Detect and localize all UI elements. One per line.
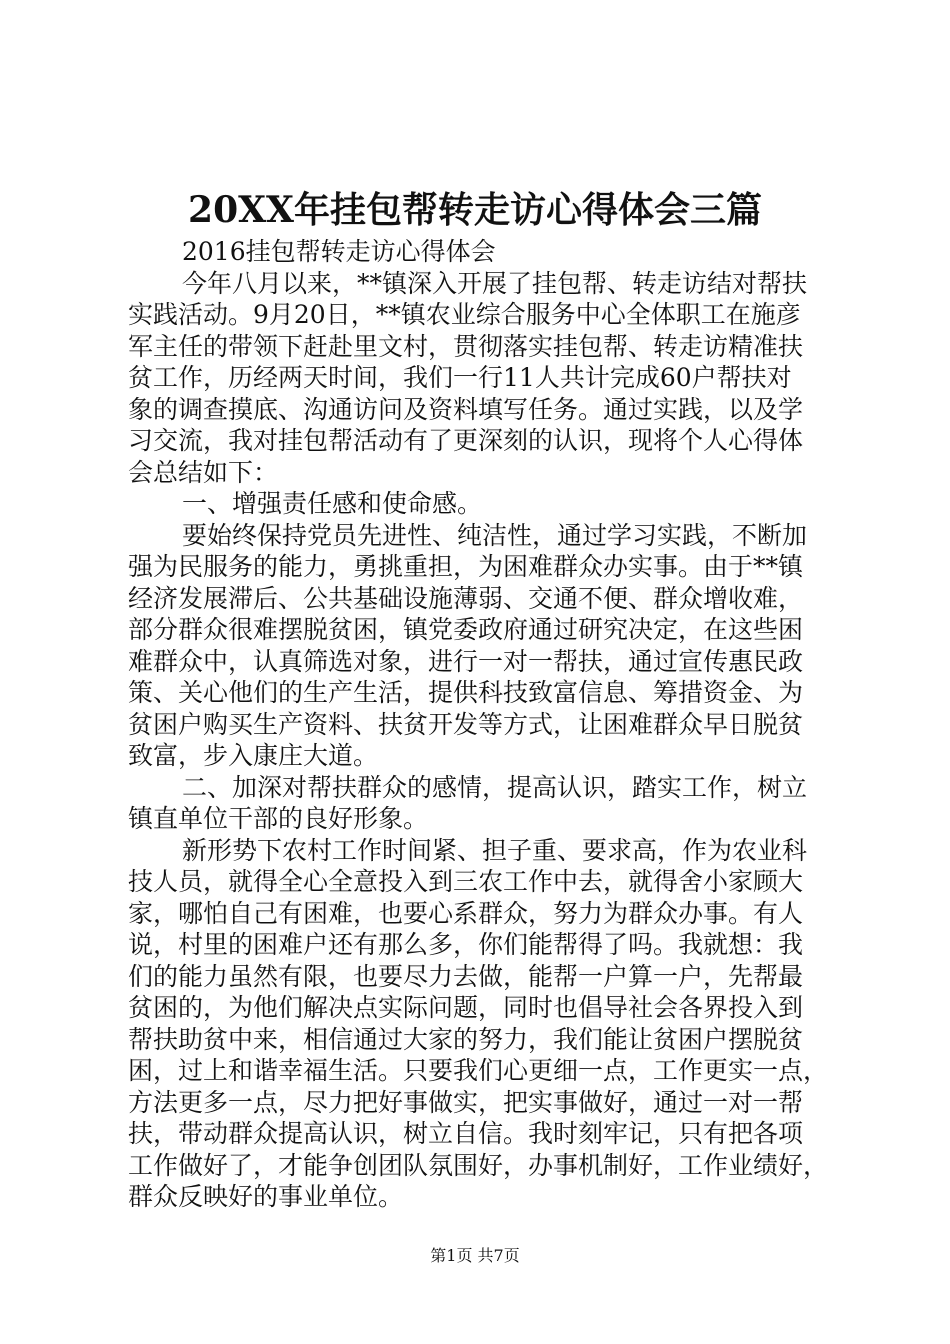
paragraph-line: 扶，带动群众提高认识，树立自信。我时刻牢记，只有把各项 (128, 1119, 804, 1148)
paragraph-line: 经济发展滞后、公共基础设施薄弱、交通不便、群众增收难， (128, 583, 804, 613)
paragraph-line: 工作做好了，才能争创团队氛围好，办事机制好，工作业绩好， (128, 1150, 829, 1180)
paragraph-line: 帮扶助贫中来，相信通过大家的努力，我们能让贫困户摆脱贫 (128, 1024, 804, 1054)
section-heading: 镇直单位干部的良好形象。 (128, 804, 429, 833)
paragraph-line: 贫困的，为他们解决点实际问题，同时也倡导社会各界投入到 (128, 993, 804, 1022)
document-body (128, 236, 840, 1213)
paragraph-line: 困，过上和谐幸福生活。只要我们心更细一点，工作更实一点， (128, 1056, 829, 1085)
paragraph-line: 方法更多一点，尽力把好事做实，把实事做好，通过一对一帮 (128, 1087, 804, 1117)
paragraph-line: 实践活动。9月20日，**镇农业综合服务中心全体职工在施彦 (128, 300, 801, 329)
paragraph-line: 贫工作，历经两天时间，我们一行11人共计完成60户帮扶对 (128, 363, 792, 392)
paragraph-line: 习交流，我对挂包帮活动有了更深刻的认识，现将个人心得体 (128, 426, 804, 455)
paragraph-line: 技人员，就得全心全意投入到三农工作中去，就得舍小家顾大 (128, 867, 804, 896)
paragraph-line: 群众反映好的事业单位。 (128, 1182, 404, 1211)
paragraph-line: 要始终保持党员先进性、纯洁性，通过学习实践，不断加 (182, 520, 808, 550)
paragraph-line: 策、关心他们的生产生活，提供科技致富信息、筹措资金、为 (128, 678, 804, 707)
paragraph-line: 会总结如下： (128, 457, 279, 487)
section-heading: 一、增强责任感和使命感。 (182, 489, 483, 518)
page-number-footer: 第1页 共7页 (430, 1246, 520, 1265)
paragraph-line: 新形势下农村工作时间紧、担子重、要求高，作为农业科 (182, 835, 808, 865)
paragraph-line: 们的能力虽然有限，也要尽力去做，能帮一户算一户，先帮最 (128, 961, 804, 991)
paragraph-line: 强为民服务的能力，勇挑重担，为困难群众办实事。由于**镇 (128, 552, 804, 581)
paragraph-line: 家，哪怕自己有困难，也要心系群众，努力为群众办事。有人 (128, 898, 804, 928)
paragraph-line: 难群众中，认真筛选对象，进行一对一帮扶，通过宣传惠民政 (128, 646, 804, 676)
paragraph-line: 今年八月以来，**镇深入开展了挂包帮、转走访结对帮扶 (182, 268, 808, 298)
paragraph-line: 象的调查摸底、沟通访问及资料填写任务。通过实践，以及学 (128, 394, 804, 424)
paragraph-line: 军主任的带领下赶赴里文村，贯彻落实挂包帮、转走访精准扶 (128, 331, 804, 361)
section-heading: 二、加深对帮扶群众的感情，提高认识，踏实工作，树立 (182, 772, 808, 802)
paragraph-line: 部分群众很难摆脱贫困，镇党委政府通过研究决定，在这些困 (128, 615, 804, 644)
document-title: 20XX年挂包帮转走访心得体会三篇 (188, 189, 762, 231)
paragraph-line: 贫困户购买生产资料、扶贫开发等方式，让困难群众早日脱贫 (128, 709, 804, 739)
paragraph-line: 致富，步入康庄大道。 (128, 741, 379, 770)
section-heading: 2016挂包帮转走访心得体会 (182, 237, 496, 266)
paragraph-line: 说，村里的困难户还有那么多，你们能帮得了吗。我就想：我 (128, 930, 804, 959)
